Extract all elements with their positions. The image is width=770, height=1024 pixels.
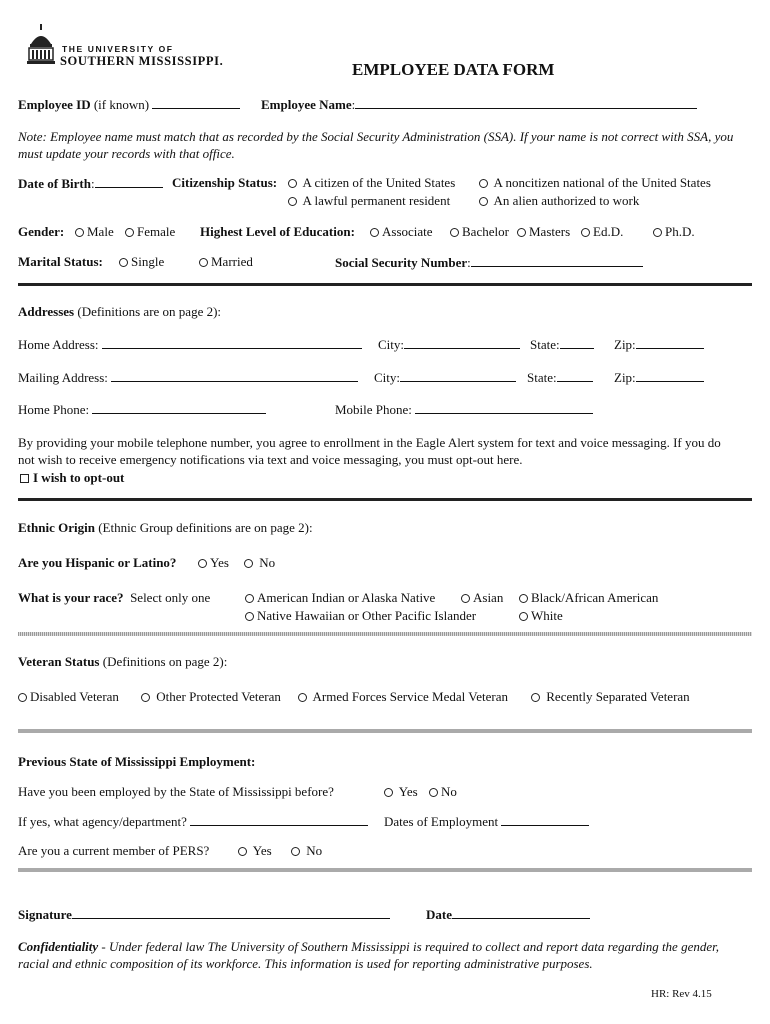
radio-icon[interactable] [199, 258, 208, 267]
ssn-label: Social Security Number [335, 255, 468, 270]
home-address-row [18, 336, 362, 353]
home-city-label: City: [378, 337, 405, 352]
mailing-address-row [18, 369, 358, 386]
edu-phd-option[interactable] [653, 224, 695, 240]
edu-bachelor-option[interactable] [450, 224, 509, 240]
addresses-heading-text: Addresses [18, 304, 75, 319]
education-label: Highest Level of Education: [200, 224, 355, 239]
date-label: Date [426, 907, 452, 922]
mobile-phone-label: Mobile Phone: [335, 402, 412, 417]
employee-id-field[interactable] [152, 96, 240, 109]
citizen-option[interactable] [288, 175, 455, 191]
radio-icon[interactable] [581, 228, 590, 237]
white-label: White [531, 608, 563, 623]
home-phone-label: Home Phone: [18, 402, 90, 417]
radio-icon[interactable] [75, 228, 84, 237]
permanent-resident-option[interactable] [288, 193, 450, 209]
pers-no-label: No [306, 843, 323, 858]
radio-icon[interactable] [18, 693, 27, 702]
mailing-state-label: State: [527, 370, 557, 385]
pers-yes-option[interactable] [238, 843, 272, 859]
radio-icon[interactable] [238, 847, 247, 856]
education-label-text: Highest Level of Education [200, 224, 351, 239]
date-row [426, 906, 590, 923]
marital-label: Marital Status: [18, 254, 103, 269]
race-hawaiian-option[interactable] [245, 608, 476, 624]
married-label: Married [211, 254, 253, 269]
female-label: Female [137, 224, 176, 239]
male-label: Male [87, 224, 114, 239]
radio-icon[interactable] [288, 197, 297, 206]
radio-icon[interactable] [517, 228, 526, 237]
citizenship-label-text: Citizenship Status [172, 175, 273, 190]
dates-row [384, 813, 589, 830]
opt-out-option[interactable] [20, 470, 124, 486]
masters-label: Masters [529, 224, 571, 239]
associate-label: Associate [382, 224, 433, 239]
race-black-option[interactable] [519, 590, 658, 606]
home-phone-row [18, 401, 266, 418]
agency-field[interactable] [190, 813, 368, 826]
veteran-heading-text: Veteran Status [18, 654, 100, 669]
veteran-protected-option[interactable] [141, 689, 281, 705]
american-indian-label: American Indian or Alaska Native [257, 590, 436, 605]
bachelor-label: Bachelor [462, 224, 509, 239]
marital-married-option[interactable] [199, 254, 253, 270]
radio-icon[interactable] [125, 228, 134, 237]
radio-icon[interactable] [450, 228, 459, 237]
dates-field[interactable] [501, 813, 589, 826]
home-state-label: State: [530, 337, 560, 352]
employee-id-label: Employee ID [18, 97, 91, 112]
ssn-row: Social Security Number: [335, 254, 643, 271]
dob-row [18, 175, 163, 192]
radio-icon[interactable] [291, 847, 300, 856]
previous-employment-heading: Previous State of Mississippi Employment: [18, 754, 256, 769]
citizen-option-label: A citizen of the United States [302, 175, 456, 190]
ssa-note: Note: Employee name must match that as recorded by the Social Security Administration (SSA). If your name is not correct with SSA, you must update your records with that office. [18, 129, 734, 161]
addresses-heading-note: (Definitions are on page 2): [74, 304, 222, 319]
pers-question: Are you a current member of PERS? [18, 843, 210, 858]
employee-name-row [261, 96, 697, 113]
radio-icon[interactable] [519, 612, 528, 621]
hispanic-yes-label: Yes [210, 555, 229, 570]
gender-label: Gender: [18, 224, 65, 239]
section-divider [18, 632, 752, 636]
confidentiality-text: - Under federal law The University of Southern Mississippi is required to collect and report data regarding the gender, racial and ethnic composition of its workforce. This information is used for reporting administrative purposes. [18, 939, 719, 971]
confidentiality-notice [18, 938, 738, 972]
section-divider [18, 868, 752, 872]
radio-icon[interactable] [298, 693, 307, 702]
home-state-field[interactable] [560, 336, 594, 349]
opt-out-label: I wish to opt-out [33, 470, 125, 485]
radio-icon[interactable] [119, 258, 128, 267]
mailing-city-field[interactable] [400, 369, 516, 382]
hispanic-yes-option[interactable] [198, 555, 229, 571]
mobile-phone-row [335, 401, 593, 418]
hispanic-no-label: No [259, 555, 276, 570]
logo-line1: THE UNIVERSITY OF [62, 44, 174, 54]
ssn-field[interactable] [471, 254, 643, 267]
employee-name-label: Employee Name [261, 97, 352, 112]
race-hint: Select only one [130, 590, 211, 605]
ethnic-heading [18, 520, 313, 536]
home-city-row [378, 336, 520, 353]
edu-associate-option[interactable] [370, 224, 433, 240]
mailing-zip-row [614, 369, 704, 386]
edd-label: Ed.D. [593, 224, 624, 239]
dob-label: Date of Birth [18, 176, 91, 191]
signature-row [18, 906, 390, 923]
mobile-phone-field[interactable] [415, 401, 593, 414]
employee-name-field[interactable] [355, 96, 697, 109]
pers-no-option[interactable] [291, 843, 322, 859]
pers-yes-label: Yes [252, 843, 272, 858]
radio-icon[interactable] [429, 788, 438, 797]
radio-icon[interactable] [531, 693, 540, 702]
mailing-state-row [527, 369, 593, 386]
radio-icon[interactable] [244, 559, 253, 568]
agency-label: If yes, what agency/department? [18, 814, 187, 829]
dob-field[interactable] [95, 175, 163, 188]
radio-icon[interactable] [384, 788, 393, 797]
radio-icon[interactable] [461, 594, 470, 603]
checkbox-icon[interactable] [20, 474, 29, 483]
race-american-indian-option[interactable] [245, 590, 435, 606]
home-zip-row [614, 336, 704, 353]
section-divider [18, 283, 752, 286]
race-asian-option[interactable] [461, 590, 503, 606]
employed-no-option[interactable] [429, 784, 457, 800]
radio-icon[interactable] [479, 197, 488, 206]
protected-veteran-label: Other Protected Veteran [156, 689, 281, 704]
permanent-resident-label: A lawful permanent resident [302, 193, 451, 208]
radio-icon[interactable] [653, 228, 662, 237]
hawaiian-label: Native Hawaiian or Other Pacific Islander [257, 608, 477, 623]
gender-female-option[interactable] [125, 224, 175, 240]
eagle-alert-text: By providing your mobile telephone number, you agree to enrollment in the Eagle Alert system for text and voice messaging. If you do not wish to receive emergency notifications via text and voice messaging, you must opt-out here. [18, 435, 721, 467]
alien-authorized-label: An alien authorized to work [493, 193, 640, 208]
veteran-heading [18, 654, 227, 670]
home-address-field[interactable] [102, 336, 362, 349]
employed-yes-label: Yes [398, 784, 418, 799]
home-city-field[interactable] [404, 336, 520, 349]
dome-logo-icon [26, 24, 56, 68]
logo-line2: SOUTHERN MISSISSIPPI. [60, 54, 224, 68]
radio-icon[interactable] [245, 612, 254, 621]
employee-id-row [18, 96, 240, 113]
radio-icon[interactable] [519, 594, 528, 603]
employed-yes-option[interactable] [384, 784, 418, 800]
veteran-armed-forces-option[interactable] [298, 689, 508, 705]
mailing-address-field[interactable] [111, 369, 358, 382]
dates-label: Dates of Employment [384, 814, 499, 829]
mailing-zip-field[interactable] [636, 369, 704, 382]
signature-field[interactable] [72, 906, 390, 919]
agency-row [18, 813, 368, 830]
black-label: Black/African American [531, 590, 659, 605]
asian-label: Asian [473, 590, 504, 605]
edu-masters-option[interactable] [517, 224, 570, 240]
employee-id-hint: (if known) [90, 97, 153, 112]
veteran-disabled-option[interactable] [18, 689, 119, 705]
radio-icon[interactable] [141, 693, 150, 702]
radio-icon[interactable] [370, 228, 379, 237]
mailing-zip-label: Zip: [614, 370, 636, 385]
home-phone-field[interactable] [92, 401, 266, 414]
addresses-heading [18, 304, 221, 320]
home-state-row [530, 336, 594, 353]
employee-name-colon: : [351, 97, 356, 112]
ethnic-heading-text: Ethnic Origin [18, 520, 95, 535]
gender-male-option[interactable] [75, 224, 114, 240]
dob-colon: : [90, 176, 95, 191]
citizenship-label: Citizenship Status: [172, 175, 278, 190]
hispanic-question: Are you Hispanic or Latino? [18, 555, 177, 570]
race-question-row [18, 590, 210, 606]
race-white-option[interactable] [519, 608, 563, 624]
confidentiality-label: Confidentiality [18, 939, 99, 954]
signature-label: Signature [18, 907, 72, 922]
marital-single-option[interactable] [119, 254, 164, 270]
veteran-recent-option[interactable] [531, 689, 690, 705]
recent-veteran-label: Recently Separated Veteran [546, 689, 690, 704]
veteran-heading-note: (Definitions on page 2): [99, 654, 228, 669]
edu-edd-option[interactable] [581, 224, 623, 240]
alien-authorized-option[interactable] [479, 193, 639, 209]
mailing-state-field[interactable] [557, 369, 593, 382]
radio-icon[interactable] [198, 559, 207, 568]
home-zip-label: Zip: [614, 337, 636, 352]
armed-forces-label: Armed Forces Service Medal Veteran [312, 689, 508, 704]
revision-label: HR: Rev 4.15 [651, 988, 712, 1000]
section-divider [18, 498, 752, 501]
radio-icon[interactable] [479, 179, 488, 188]
employed-no-label: No [441, 784, 457, 799]
hispanic-no-option[interactable] [244, 555, 275, 571]
single-label: Single [131, 254, 165, 269]
radio-icon[interactable] [245, 594, 254, 603]
mailing-city-label: City: [374, 370, 401, 385]
noncitizen-option-label: A noncitizen national of the United States [493, 175, 711, 190]
radio-icon[interactable] [288, 179, 297, 188]
ethnic-heading-note: (Ethnic Group definitions are on page 2): [94, 520, 313, 535]
home-zip-field[interactable] [636, 336, 704, 349]
form-title: EMPLOYEE DATA FORM [352, 60, 555, 79]
date-field[interactable] [452, 906, 590, 919]
noncitizen-option[interactable] [479, 175, 711, 191]
mailing-city-row [374, 369, 516, 386]
mailing-address-label: Mailing Address: [18, 370, 108, 385]
section-divider [18, 729, 752, 733]
employed-before-question: Have you been employed by the State of Mississippi before? [18, 784, 334, 799]
race-question: What is your race? [18, 590, 124, 605]
home-address-label: Home Address: [18, 337, 99, 352]
disabled-veteran-label: Disabled Veteran [30, 689, 119, 704]
phd-label: Ph.D. [665, 224, 695, 239]
